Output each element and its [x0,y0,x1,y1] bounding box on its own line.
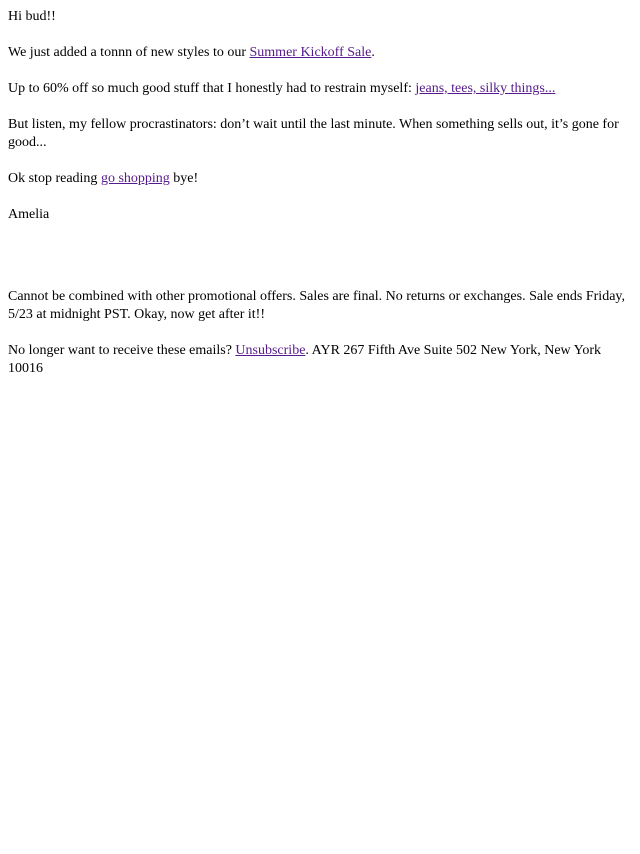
footer-address: . AYR 267 Fifth Ave Suite 502 New York, New York 10016 [8,343,602,376]
discount-paragraph [8,80,632,98]
greeting-text: Hi bud!! [8,9,56,24]
closing-text: Ok stop reading [8,171,101,186]
closing-text-end: bye! [169,171,199,186]
intro-paragraph [8,44,632,62]
footer-prompt: No longer want to receive these emails? [8,343,236,358]
email-body [0,0,640,378]
urgency-paragraph: But listen, my fellow procrastinators: don’t wait until the last minute. When something sells out, it’s gone for good... [8,117,619,150]
spacer [8,242,632,288]
closing-paragraph [8,170,632,188]
unsubscribe-link[interactable]: Unsubscribe [235,343,306,358]
disclaimer-text: Cannot be combined with other promotional offers. Sales are final. No returns or exchanges. Sale ends Friday, 5/23 at midnight PST. Okay, now get after it!! [8,289,626,322]
signature: Amelia [8,207,50,222]
discount-text: Up to 60% off so much good stuff that I honestly had to restrain myself: [8,81,416,96]
intro-text-end: . [371,45,375,60]
go-shopping-link[interactable]: go shopping [100,171,170,186]
footer-text [8,342,632,378]
intro-text: We just added a tonnn of new styles to our [8,45,250,60]
summer-kickoff-sale-link[interactable]: Summer Kickoff Sale [249,45,372,60]
jeans-tees-silky-link[interactable]: jeans, tees, silky things... [415,81,556,96]
